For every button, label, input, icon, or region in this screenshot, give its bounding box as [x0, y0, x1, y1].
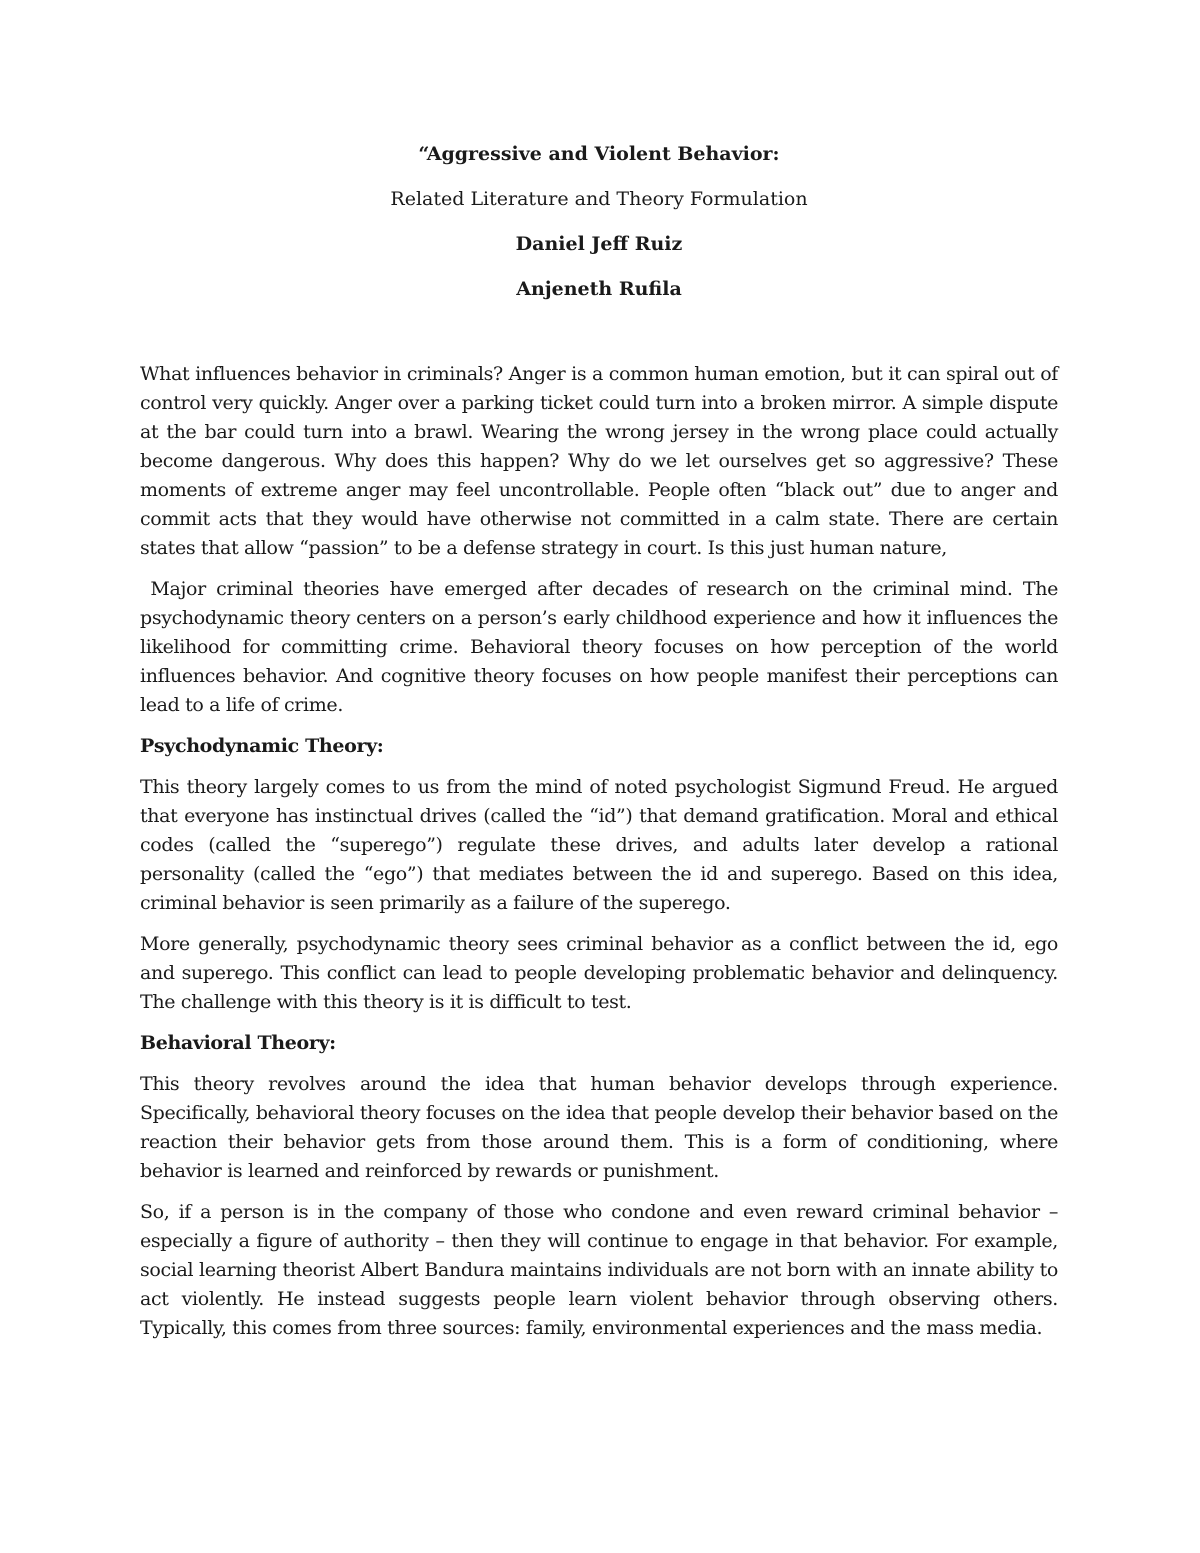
section-heading-behavioral: Behavioral Theory:	[140, 1032, 336, 1054]
intro-paragraph: What influences behavior in criminals? Anger is a common human emotion, but it can spiral out of control very quickly. Anger over a parking ticket could turn into a broken mirror. A simple dispute at the bar could turn into a brawl. Wearing the wrong jersey in the wrong place could actually become dangerous. Why does this happen? Why do we let ourselves get so aggressive? These moments of extreme anger may feel uncontrollable. People often “black out” due to anger and commit acts that they would have otherwise not committed in a calm state. There are certain states that allow “passion” to be a defense strategy in court. Is this just human nature,	[140, 363, 1058, 559]
section-paragraph: This theory revolves around the idea that human behavior develops through experience. Specifically, behavioral theory focuses on the idea that people develop their behavior based on the reaction their behavior gets from those around them. This is a form of conditioning, where behavior is learned and reinforced by rewards or punishment.	[140, 1073, 1058, 1182]
author-name: Daniel Jeff Ruiz	[515, 233, 683, 255]
document-title: “Aggressive and Violent Behavior:	[418, 143, 780, 165]
document-subtitle: Related Literature and Theory Formulation	[390, 188, 808, 210]
section-heading-psychodynamic: Psychodynamic Theory:	[140, 735, 384, 757]
document-page	[140, 140, 1064, 1355]
title-spacer	[140, 320, 1058, 360]
intro-paragraph: Major criminal theories have emerged after decades of research on the criminal mind. The psychodynamic theory centers on a person’s early childhood experience and how it influences the likelihood for committing crime. Behavioral theory focuses on how perception of the world influences behavior. And cognitive theory focuses on how people manifest their perceptions can lead to a life of crime.	[140, 578, 1064, 716]
section-paragraph: This theory largely comes to us from the mind of noted psychologist Sigmund Freud. He argued that everyone has instinctual drives (called the “id”) that demand gratification. Moral and ethical codes (called the “superego”) regulate these drives, and adults later develop a rational personality (called the “ego”) that mediates between the id and superego. Based on this idea, criminal behavior is seen primarily as a failure of the superego.	[140, 776, 1058, 914]
section-paragraph: So, if a person is in the company of those who condone and even reward criminal behavior – especially a figure of authority – then they will continue to engage in that behavior. For example, social learning theorist Albert Bandura maintains individuals are not born with an innate ability to act violently. He instead suggests people learn violent behavior through observing others. Typically, this comes from three sources: family, environmental experiences and the mass media.	[140, 1201, 1058, 1339]
section-paragraph: More generally, psychodynamic theory sees criminal behavior as a conflict between the id, ego and superego. This conflict can lead to people developing problematic behavior and delinquency. The challenge with this theory is it is difficult to test.	[140, 933, 1058, 1013]
author-name: Anjeneth Rufila	[516, 278, 682, 300]
